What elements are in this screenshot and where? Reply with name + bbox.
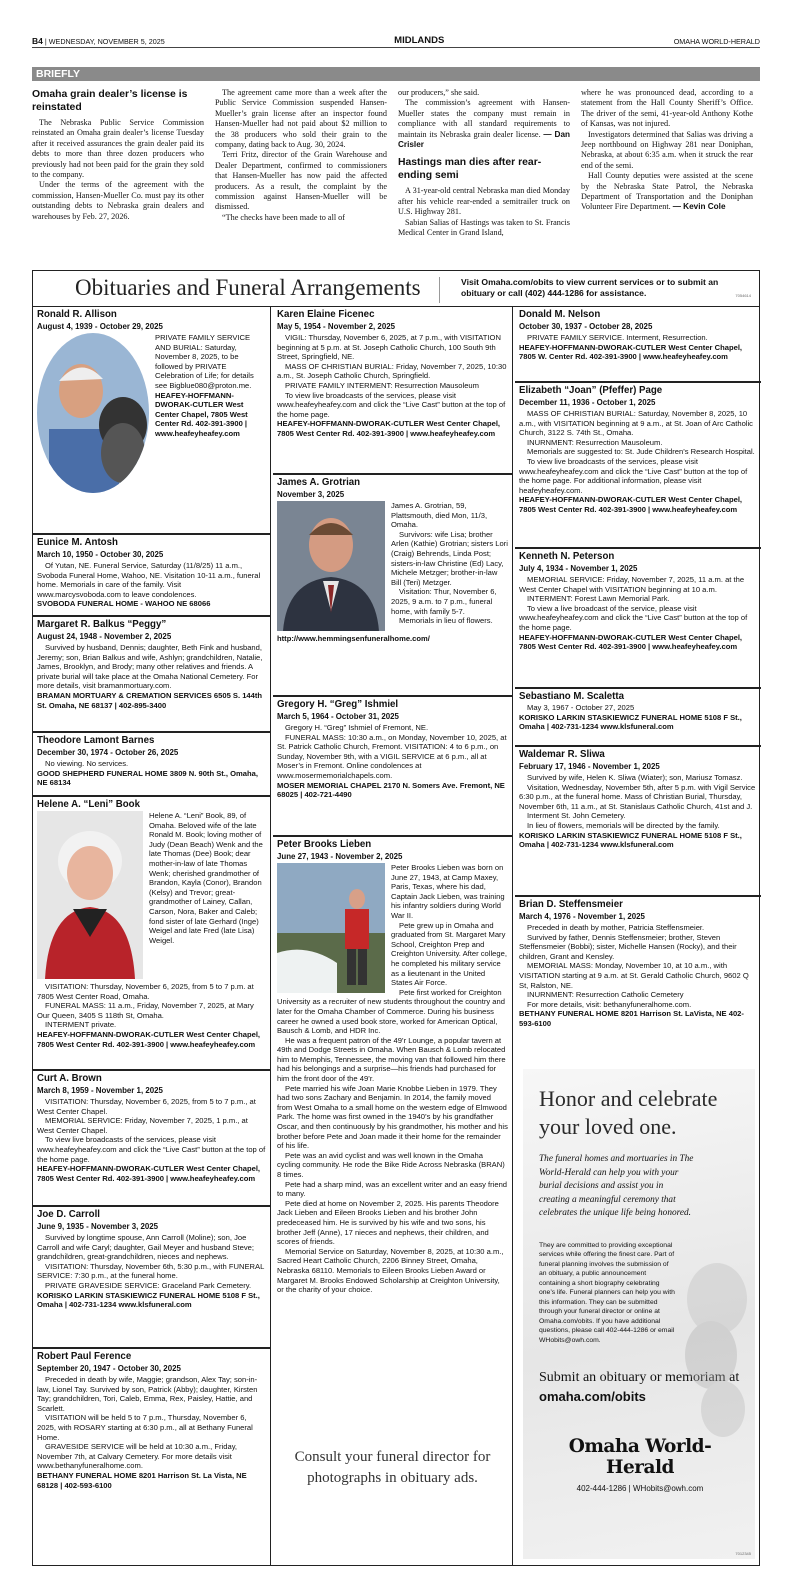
briefly-column-3: our producers,” she said. The commission’s agreement with Hansen-Mueller states the company must remain in compliance with all standard requirements to maintain its Nebraska grain dealer license. — Dan Crisler Hastings man dies after rear-ending semi A 31-year-old central Nebraska man died Monday after his vehicle rear-ended a semitrailer truck on U.S. Highway 281. Sabian Salias of Hastings was taken to St. Francis Medical Center in Grand Island, bbox=[398, 88, 571, 238]
flower-illustration bbox=[667, 1259, 749, 1439]
obituary-column-3 bbox=[515, 307, 761, 1565]
briefly-column-4: where he was pronounced dead, according to a statement from the Hall County Sheriff’s Office. The driver of the semi, 41-year-old Anthony Kothe of Kansas, was not injured. Investigators determined that Salias was driving a Jeep northbound on Highway 281 near Doniphan, Nebraska, at about 6:35 a.m. when it struck the rear end of the semi. Hall County deputies were assisted at the scene by the Nebraska State Patrol, the Nebraska Department of Transportation and the Doniphan Volunteer Fire Department. — Kevin Cole bbox=[581, 88, 753, 212]
obituaries-visit-info: Visit Omaha.com/obits to view current services or to submit an obituary or call (402) 444-1286 for assistance. bbox=[461, 277, 719, 298]
obituary-ference: Robert Paul Ference September 20, 1947 - October 30, 2025 Preceded in death by wife, Maggie; grandson, Alex Tay; son-in-law, Lionel Tay. Survived by son, Patrick (Abby); daughter, Kirsten Tay; grandchildren, Tori, Caleb, Emma, Rex, Paisley, Hattie, and Scarlett. VISITATION will be held 5 to 7 p.m., Thursday, November 6, 2025, with ROSARY starting at 6:30 p.m., all at Bethany Funeral Home. GRAVESIDE SERVICE will be held at 10:30 a.m., Friday, November 7th, at Calvary Cemetery. For more details visit www.bethanyfuneralhome.com. BETHANY FUNERAL HOME 8201 Harrison St. La Vista, NE 68128 | 402-593-6100 bbox=[33, 1347, 270, 1567]
headline: Hastings man dies after rear-ending semi bbox=[398, 157, 542, 182]
obituary-ficenec: Karen Elaine Ficenec May 5, 1954 - November 2, 2025 VIGIL: Thursday, November 6, 2025, at 7 p.m., with VISITATION beginning at 5 p.m. at St. Joseph Catholic Church, 100 South 9th Street, Springfield, NE. MASS OF CHRISTIAN BURIAL: Friday, November 7, 2025, 10:30 a.m., St. Joseph Catholic Church, Springfield. PRIVATE FAMILY INTERMENT: Resurrection Mausoleum To view live broadcasts of the services, please visit www.heafeyheafey.com and click the “Live Cast” button at the top of the home page. HEAFEY-HOFFMANN-DWORAK-CUTLER West Center Chapel, 7805 West Center Rd. 402-391-3900 | www.heafeyheafey.com bbox=[277, 309, 507, 438]
byline: — Dan Crisler bbox=[398, 129, 571, 150]
obituary-advertisement bbox=[523, 1069, 755, 1559]
obituary-lieben: Peter Brooks Lieben June 27, 1943 - November 2, 2025 Peter Brooks Lieben was born on June 27, 1943, at Camp Maxey, Paris, Texas, where his dad, Captain Jack Lieben, was training his infantry soldiers during World War II. Pete grew up in Omaha and graduated from St. Margaret Mary School, Creighton Prep and Creighton University. After college, he completed his military service as a lieutenant in the United States Air Force. Pete first worked for Creighton University as a recruiter of new students throughout the country and later for the Omaha Chamber of Commerce. During his business career he owned a used book store, worked for American Optical, Bausch & Lomb, and HDR Inc. He was a frequent patron of the 49’r Lounge, a popular tavern at 49th and Dodge Streets in Omaha. When Bausch & Lomb relocated him to Memphis, Tennessee, the moving van that followed him there had his belongings and a surprise—his friends had purchased for him the front door of the 49’r. Pete married his wife Joan Marie Knobbe Lieben in 1979. They had two sons Zachary and Benjamin. In 2014, the family moved from West Omaha to a small home on the western edge of Elmwood Park. The home was first owned in the 1940’s by his grandfather Oscar, and then continuously by his grandmother, his mother and his brother before Pete and Joan made it their home for the remainder of his life. Pete was an avid cyclist and was well known in the Omaha cycling community. He rode the Bike Ride Across Nebraska (BRAN) 8 times. Pete had a sharp mind, was an excellent writer and an easy friend to many. Pete died at home on November 2, 2025. His parents Theodore Jack Lieben and Eileen Brooks Lieben and his brother John predeceased him. He is survived by his wife and two sons, his brother Jeff (Anne), 17 nieces and nephews, their children, and scores of friends. Memorial Service on Saturday, November 8, 2025, at 10:30 a.m., Sacred Heart Catholic Church, 2206 Binney Street, Omaha, Nebraska 68110. Memorials to Eileen Brooks Lieben Award or Margaret M. Brooks Endowed Scholarship at Creighton University, or the charity of your choice. bbox=[273, 835, 512, 1435]
obituary-barnes: Theodore Lamont Barnes December 30, 1974 - October 26, 2025 No viewing. No services. GOOD SHEPHERD FUNERAL HOME 3809 N. 90th St., Omaha, NE 68134 bbox=[33, 731, 270, 795]
ad-contact: 402-444-1286 | WHobits@owh.com bbox=[576, 1484, 704, 1494]
ad-code: 7054614 bbox=[735, 293, 751, 298]
ad-code: 7012345 bbox=[735, 1551, 751, 1556]
portrait-photo bbox=[277, 863, 385, 993]
obituary-column-2 bbox=[273, 307, 513, 1565]
obituary-allison: Ronald R. Allison August 4, 1939 - October 29, 2025 PRIVATE FAMILY SERVICE AND BURIAL: Saturday, November 8, 2025, to be followed by PRIVATE Celebration of Life; for details see Bigblue080@proton.me. HEAFEY-HOFFMANN-DWORAK-CUTLER West Center Chapel, 7805 West Center Rd. 402-391-3900 | www.heafeyheafey.com bbox=[33, 307, 270, 533]
obituary-sliwa: Waldemar R. Sliwa February 17, 1946 - November 1, 2025 Survived by wife, Helen K. Sliwa (Wiater); son, Mariusz Tomasz. Visitation, Wednesday, November 5th, after 5 p.m. with Vigil Service 6:30 p.m., at the funeral home. Mass of Christian Burial, Thursday, November 6th, 11 a.m., at St. Stanislaus Catholic Church, 41st and J. Interment St. John Cemetery. In lieu of flowers, memorials will be directed by the family. KORISKO LARKIN STASKIEWICZ FUNERAL HOME 5108 F St., Omaha | 402-731-1234 www.klsfuneral.com bbox=[515, 745, 761, 895]
page-number: B4 bbox=[32, 36, 43, 46]
section-name: MIDLANDS bbox=[394, 35, 445, 46]
ad-submit-text: Submit an obituary or memoriam at bbox=[539, 1370, 740, 1386]
obituary-column-1 bbox=[33, 307, 271, 1565]
issue-date: WEDNESDAY, NOVEMBER 5, 2025 bbox=[48, 37, 165, 46]
portrait-photo bbox=[37, 333, 149, 493]
ad-body: They are committed to providing exceptional services while offering the finest care. Part of funeral planning involves the submission of an obituary, a public announcement containing a short biography celebrating one’s life. Funeral planners can help you with this information. They can be submitted through your funeral director or online at Omaha.com/obits. If you have additional questions, please call 402-444-1286 or email WHobits@owh.com. bbox=[539, 1241, 675, 1344]
obituaries-section bbox=[32, 270, 760, 1566]
portrait-photo bbox=[37, 811, 143, 979]
obituary-antosh: Eunice M. Antosh March 10, 1950 - October 30, 2025 Of Yutan, NE. Funeral Service, Saturday (11/8/25) 11 a.m., Svoboda Funeral Home, Wahoo, NE. Visitation 10-11 a.m., funeral home. Memorials in care of the family. Visit www.marcysvoboda.com to leave condolences. SVOBODA FUNERAL HOME - WAHOO NE 68066 bbox=[33, 533, 270, 615]
obituary-steffensmeier: Brian D. Steffensmeier March 4, 1976 - November 1, 2025 Preceded in death by mother, Patricia Steffensmeier. Survived by father, Dennis Steffensmeier; brother, Steven Steffensmeier (Bobbi); sister, Michelle Hansen (Rocky), and their children, Grant and Kensley. MEMORIAL MASS: Monday, November 10, at 10 a.m., with VISITATION starting at 9 a.m. at St. Gerald Catholic Church, 9602 Q St, Ralston, NE. INURNMENT: Resurrection Catholic Cemetery For more details, visit: bethanyfuneralhome.com. BETHANY FUNERAL HOME 8201 Harrison St. LaVista, NE 402-593-6100 bbox=[515, 895, 761, 1063]
ad-url: omaha.com/obits bbox=[539, 1389, 646, 1405]
masthead: B4 | WEDNESDAY, NOVEMBER 5, 2025 MIDLANDS OMAHA WORLD-HERALD bbox=[32, 35, 760, 46]
ad-headline: Honor and celebrate your loved one. bbox=[539, 1086, 718, 1139]
briefly-column-2: The agreement came more than a week after the Public Service Commission suspended Hansen-Mueller’s grain license after an inspector found Hansen-Mueller had not paid about $2 million to the 38 producers who sold their grain to the company, dating back to Aug. 30, 2024. Terri Fritz, director of the Grain Warehouse and Dealer Department, confirmed to commissioners that Hansen-Mueller has now paid the affected producers. As a result, the complaint by the commission against Hansen-Mueller will be dismissed. “The checks have been made to all of bbox=[215, 88, 387, 222]
obituary-brown: Curt A. Brown March 8, 1959 - November 1, 2025 VISITATION: Thursday, November 6, 2025, from 5 to 7 p.m., at West Center Chapel. MEMORIAL SERVICE: Friday, November 7, 2025, 1 p.m., at West Center Chapel. To view live broadcasts of the services, please visit www.heafeyheafey.com and click the “Live Cast” button at the top of the home page. HEAFEY-HOFFMANN-DWORAK-CUTLER West Center Chapel, 7805 West Center Rd. 402-391-3900 | www.heafeyheafey.com bbox=[33, 1069, 270, 1205]
paper-name: OMAHA WORLD-HERALD bbox=[673, 37, 760, 46]
obituary-peterson: Kenneth N. Peterson July 4, 1934 - November 1, 2025 MEMORIAL SERVICE: Friday, November 7, 2025, 11 a.m. at the West Center Chapel with VISITATION beginning at 10 a.m. INTERMENT: Forest Lawn Memorial Park. To view a live broadcast of the service, please visit www.heafeyheafey.com and click the “Live Cast” button at the top of the home page. HEAFEY-HOFFMANN-DWORAK-CUTLER West Center Chapel, 7805 West Center Rd. 402-391-3900 | www.heafeyheafey.com bbox=[515, 547, 761, 687]
obituary-scaletta: Sebastiano M. Scaletta May 3, 1967 - October 27, 2025 KORISKO LARKIN STASKIEWICZ FUNERAL HOME 5108 F St., Omaha | 402-731-1234 www.klsfuneral.com bbox=[515, 687, 761, 745]
divider bbox=[439, 277, 440, 303]
ad-intro: The funeral homes and mortuaries in The World-Herald can help you with your burial decisions and assist you in creating a meaningful ceremony that celebrates the unique life being honored. bbox=[539, 1154, 694, 1219]
briefly-banner: BRIEFLY bbox=[32, 67, 760, 81]
obituary-nelson: Donald M. Nelson October 30, 1937 - October 28, 2025 PRIVATE FAMILY SERVICE. Interment, Resurrection. HEAFEY-HOFFMANN-DWORAK-CUTLER West Center Chapel, 7805 W. Center Rd. 402-391-3900 | www.heafeyheafey.com bbox=[519, 309, 743, 362]
photo-notice: Consult your funeral director for photographs in obituary ads. bbox=[294, 1449, 491, 1486]
portrait-photo bbox=[277, 501, 385, 631]
obituary-balkus: Margaret R. Balkus “Peggy” August 24, 1948 - November 2, 2025 Survived by husband, Dennis; daughter, Beth Fink and husband, Jeremy; son, Brian Balkus and wife, Ashlyn; grandchildren, Natalie, James, Brooklyn, and Brody; many other relatives and friends. A private burial will take place at the Omaha National Cemetery. For more details, visit bramanmortuary.com. BRAMAN MORTUARY & CREMATION SERVICES 6505 S. 144th St. Omaha, NE 68137 | 402-895-3400 bbox=[33, 615, 270, 731]
obituary-book: Helene A. “Leni” Book Helene A. “Leni” Book, 89, of Omaha. Beloved wife of the late Ronald M. Book; loving mother of Judy (Dean Beach) Wenk and the late Thomas (Dee) Book; dear mother-in-law of late Thomas Wenk; cherished grandmother of Brandon, Kayla (Conor), Brandon (Kelsy) and Trevor; great-grandmother of Lainey, Callan, Carson, Nora, Baker and Caleb; fond sister of late Gerhard (Inge) Weigel and late Fred (late Lisa) Weigel. VISITATION: Thursday, November 6, 2025, from 5 to 7 p.m. at 7805 West Center Road, Omaha. FUNERAL MASS: 11 a.m., Friday, November 7, 2025, at Mary Our Queen, 3405 S 118th St, Omaha. INTERMENT private. HEAFEY-HOFFMANN-DWORAK-CUTLER West Center Chapel, 7805 West Center Rd. 402-391-3900 | www.heafeyheafey.com bbox=[33, 795, 270, 1069]
obituary-carroll: Joe D. Carroll June 9, 1935 - November 3, 2025 Survived by longtime spouse, Ann Carroll (Moline); son, Joe Carroll and wife Caryl; daughter, Gail Meyer and husband Steve; grandchildren, great-grandchildren, nieces and nephews. VISITATION: Thursday, November 6th, 5:30 p.m., with FUNERAL SERVICE: 7:30 p.m., at the funeral home. PRIVATE GRAVESIDE SERVICE: Graceland Park Cemetery. KORISKO LARKIN STASKIEWICZ FUNERAL HOME 5108 F St., Omaha | 402-731-1234 www.klsfuneral.com bbox=[33, 1205, 270, 1347]
paper-logo: Omaha World-Herald bbox=[568, 1436, 712, 1479]
byline: — Kevin Cole bbox=[672, 202, 726, 212]
obituaries-header bbox=[33, 271, 759, 307]
obituary-grotrian: James A. Grotrian November 3, 2025 James A. Grotrian, 59, Plattsmouth, died Mon, 11/3, Omaha. Survivors: wife Lisa; brother Arlen (Kathie) Grotrian; sisters Lori (Craig) Behrends, Linda Post; sisters-in-law Christine (Ed) Lacy, Michele Metzger; brother-in-law Bill (Teri) Metzger. Visitation: Thur, November 6, 2025, 9 a.m. to 7 p.m., funeral home, with family 5-7. Memorials in lieu of flowers. http://www.hemmingsenfuneralhome.com/ bbox=[273, 473, 512, 695]
obituary-ishmiel: Gregory H. “Greg” Ishmiel March 5, 1964 - October 31, 2025 Gregory H. “Greg” Ishmiel of Fremont, NE. FUNERAL MASS: 10:30 a.m., on Monday, November 10, 2025, at St. Patrick Catholic Church, Fremont. VISITATION: 4 to 6 p.m., on Sunday, November 9th, with a VIGIL SERVICE at 6 p.m., all at Moser’s in Fremont. Online condolences at www.mosermemorialchapels.com. MOSER MEMORIAL CHAPEL 2170 N. Somers Ave. Fremont, NE 68025 | 402-721-4490 bbox=[273, 695, 512, 835]
briefly-column-1: Omaha grain dealer’s license is reinstated The Nebraska Public Service Commission reinstated an Omaha grain dealer’s license Tuesday after it received assurances the grain dealer paid its debts to more than three dozen producers who previously had not been paid for the grain they sold to the company. Under the terms of the agreement with the commission, Hansen-Mueller Co. must pay its other outstanding debts to Nebraska grain dealers and warehouses by Feb. 27, 2026. bbox=[32, 89, 204, 221]
headline: Omaha grain dealer’s license is reinstated bbox=[32, 89, 188, 113]
obituary-page: Elizabeth “Joan” (Pfeffer) Page December 11, 1936 - October 1, 2025 MASS OF CHRISTIAN BURIAL: Saturday, November 8, 2025, 10 a.m., with VISITATION beginning at 9 a.m., at St. Joan of Arc Catholic Church, 3122 S. 74th St., Omaha. INURNMENT: Resurrection Mausoleum. Memorials are suggested to: St. Jude Children’s Research Hospital. To view live broadcasts of the services, please visit www.heafeyheafey.com and click the “Live Cast” button at the top of the home page. For additional information, please visit heafeyheafey.com. HEAFEY-HOFFMANN-DWORAK-CUTLER West Center Chapel, 7805 West Center Rd. 402-391-3900 | www.heafeyheafey.com bbox=[515, 381, 761, 547]
obituaries-title: Obituaries and Funeral Arrangements bbox=[75, 275, 421, 300]
